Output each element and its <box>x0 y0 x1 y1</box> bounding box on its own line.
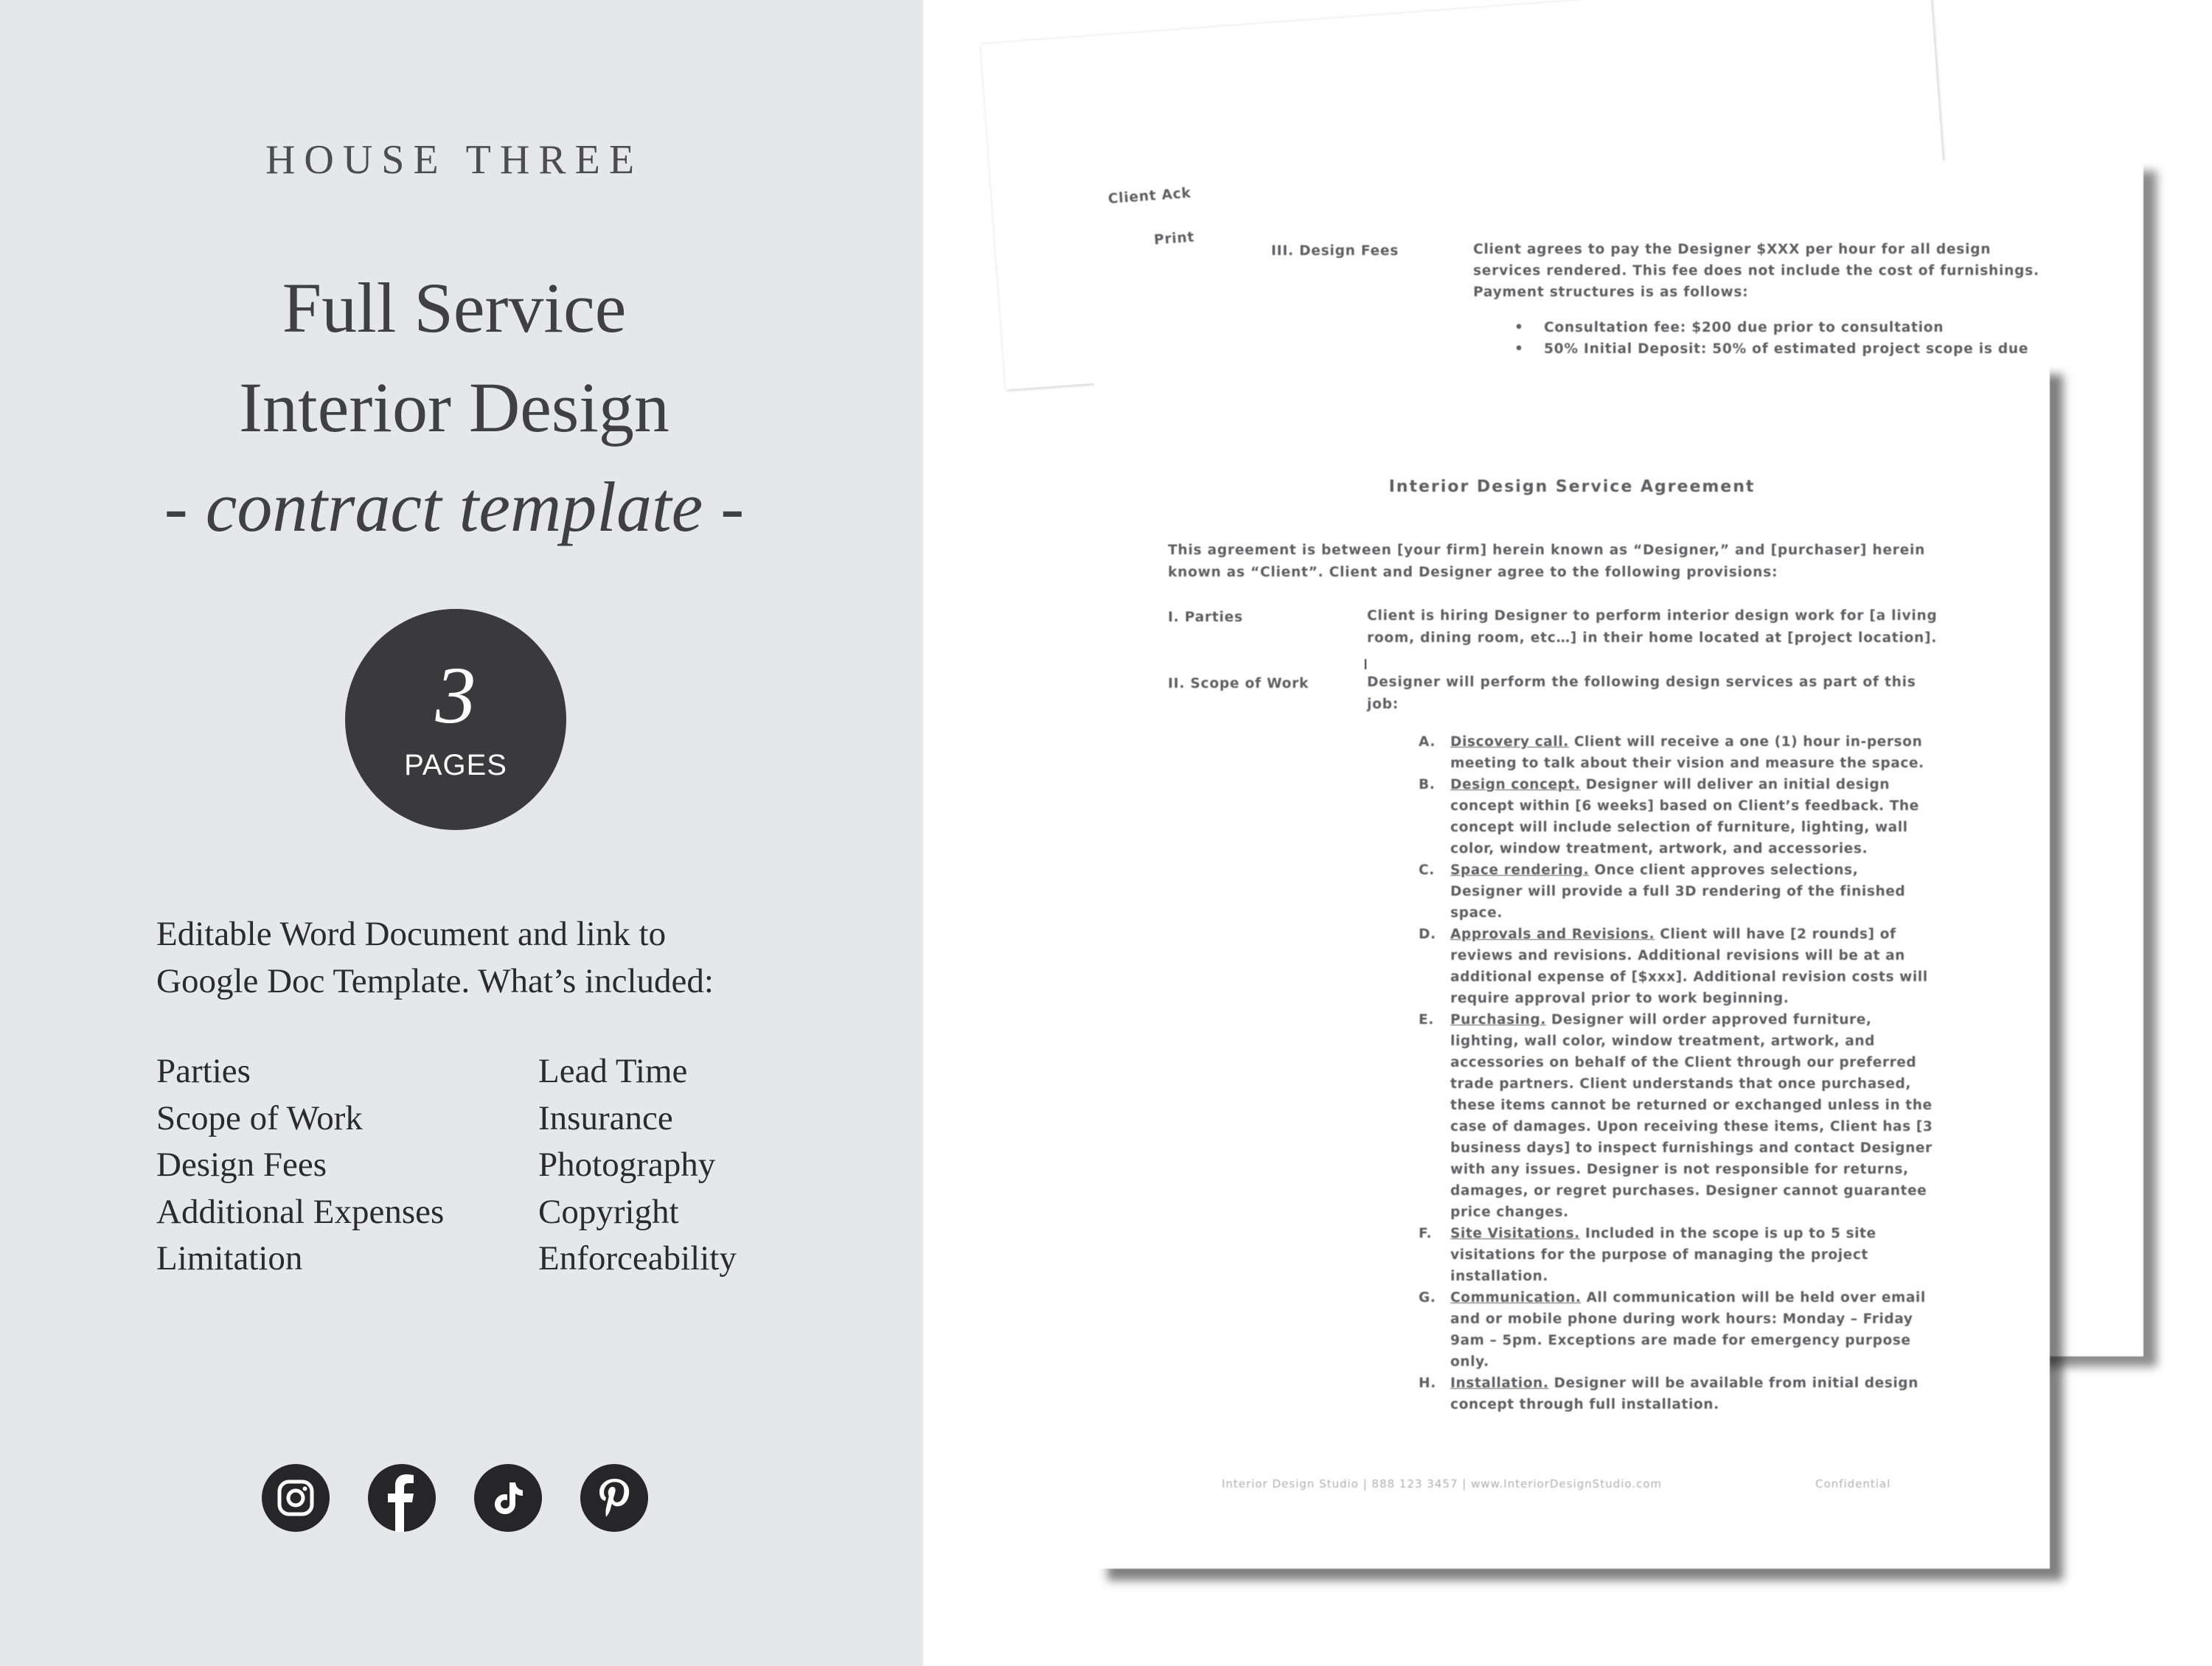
pages-number: 3 <box>435 650 476 740</box>
tiktok-glyph <box>488 1478 528 1518</box>
instagram-icon[interactable] <box>262 1464 330 1532</box>
scope-text: Client will receive a one (1) hour in-person meeting to talk about their vision and measure the space. <box>1450 734 1924 771</box>
pinterest-glyph <box>594 1476 635 1520</box>
scope-list <box>1419 731 1935 1415</box>
scope-text: All communication will be held over email and or mobile phone during work hours: Monday – Friday 9am – 5pm. Exceptions are made for emergency purpose only. <box>1450 1290 1926 1370</box>
instagram-glyph <box>275 1477 316 1519</box>
scope-letter: A. <box>1419 734 1436 750</box>
section-heading-parties: I. Parties <box>1168 610 1243 625</box>
included-item: Enforceability <box>538 1239 737 1278</box>
tiktok-icon[interactable] <box>474 1464 542 1532</box>
scope-text: Client will have [2 rounds] of reviews and revisions. Additional revisions will be at an additional expense of [$xxx]. Additional revision costs will require approval prior to work beginning. <box>1450 927 1928 1006</box>
scope-item <box>1419 1009 1935 1223</box>
scope-term: Communication. <box>1450 1290 1582 1306</box>
included-list-right <box>538 1048 892 1283</box>
scope-letter: C. <box>1419 862 1435 878</box>
scope-letter: E. <box>1419 1012 1434 1028</box>
included-item: Parties <box>156 1052 251 1090</box>
included-item: Copyright <box>538 1192 679 1231</box>
scope-letter: F. <box>1419 1226 1433 1241</box>
scope-letter: H. <box>1419 1376 1436 1391</box>
scope-text: Designer will be available from initial design concept through full installation. <box>1450 1376 1919 1412</box>
intro-line-2: Google Doc Template. What’s included: <box>156 962 714 1000</box>
facebook-glyph <box>380 1464 424 1532</box>
scope-text: Designer will order approved furniture, lighting, wall color, window treatment, artwork, and accessories on behalf of the Client through our preferred trade partners. Client understands that once purchased, these items cannot be returned or exchanged unless in the case of damages. Upon receiving these items, Client has [3 business days] to inspect furnishings and contact Designer with any issues. Designer is not responsible for returns, damages, or regret purchases. Designer cannot guarantee price changes. <box>1450 1012 1933 1220</box>
back-page-label: Client Ack <box>1107 185 1192 207</box>
back-page-label: Print <box>1153 229 1195 248</box>
scope-text: Once client approves selections, Designer will provide a full 3D rendering of the finished space. <box>1450 862 1906 921</box>
included-item: Limitation <box>156 1239 303 1278</box>
scope-item <box>1419 1287 1935 1373</box>
scope-term: Site Visitations. <box>1450 1226 1580 1241</box>
scope-term: Design concept. <box>1450 777 1581 792</box>
title-line-2: Interior Design <box>239 368 669 447</box>
scope-letter: D. <box>1419 927 1436 942</box>
front-page <box>1094 363 2050 1569</box>
intro-line: This agreement is between [your firm] herein known as “Designer,” and [purchaser] herein <box>1168 543 1926 558</box>
scope-text: Included in the scope is up to 5 site visitations for the purpose of managing the project installation. <box>1450 1226 1877 1284</box>
intro-line: known as “Client”. Client and Designer agree to the following provisions: <box>1168 565 1778 580</box>
included-item: Lead Time <box>538 1052 688 1090</box>
included-item: Insurance <box>538 1098 673 1137</box>
mid-page-bullet: • Consultation fee: $200 due prior to consultation <box>1514 320 1944 335</box>
document-footer-right: Confidential <box>1815 1477 1891 1491</box>
section-line: room, dining room, etc…] in their home located at [project location]. <box>1367 630 1938 646</box>
section-heading-scope: II. Scope of Work <box>1168 676 1310 691</box>
scope-item <box>1419 860 1935 924</box>
scope-term: Approvals and Revisions. <box>1450 927 1655 942</box>
document-title: Interior Design Service Agreement <box>1388 478 1756 496</box>
pages-label: PAGES <box>404 749 507 781</box>
social-icons <box>262 1464 660 1532</box>
included-item: Photography <box>538 1146 716 1184</box>
mid-page-bullet: • 50% Initial Deposit: 50% of estimated project scope is due <box>1514 341 2029 357</box>
mid-page-section-head: III. Design Fees <box>1271 243 1399 259</box>
scope-term: Space rendering. <box>1450 862 1590 878</box>
scope-item <box>1419 774 1935 860</box>
intro-line-1: Editable Word Document and link to <box>156 915 667 953</box>
scope-text: Designer will deliver an initial design concept within [6 weeks] based on Client’s feedback. The concept will include selection of furniture, lighting, wall color, window treatment, artwork, and accessories. <box>1450 777 1919 857</box>
brand-name: HOUSE THREE <box>265 137 644 183</box>
text-cursor <box>1365 659 1366 669</box>
included-list-left <box>156 1048 525 1283</box>
section-line: Client is hiring Designer to perform interior design work for [a living <box>1367 608 1938 624</box>
scope-item <box>1419 924 1935 1009</box>
mid-page-line: Payment structures is as follows: <box>1473 285 1749 300</box>
scope-letter: B. <box>1419 777 1436 792</box>
mid-page-line: services rendered. This fee does not include the cost of furnishings. <box>1473 263 2039 279</box>
scope-term: Purchasing. <box>1450 1012 1546 1028</box>
intro-text <box>156 910 864 1005</box>
mid-page-line: Client agrees to pay the Designer $XXX per hour for all design <box>1473 242 1992 257</box>
pinterest-icon[interactable] <box>580 1464 648 1532</box>
document-intro <box>1168 540 1950 584</box>
included-item: Additional Expenses <box>156 1192 445 1231</box>
document-footer-left: Interior Design Studio | 888 123 3457 | www.InteriorDesignStudio.com <box>1222 1477 1662 1491</box>
pages-badge <box>345 609 566 830</box>
section-body-parties <box>1367 605 1942 649</box>
mid-page-bullets <box>1514 317 2075 360</box>
left-panel <box>0 0 923 1666</box>
scope-letter: G. <box>1419 1290 1436 1306</box>
scope-item <box>1419 1373 1935 1415</box>
mid-page-bullet-text: 50% Initial Deposit: 50% of estimated project scope is due <box>1544 341 2029 357</box>
included-item: Scope of Work <box>156 1098 363 1137</box>
mid-page-bullet-text: Consultation fee: $200 due prior to consultation <box>1544 320 1944 335</box>
section-line: Designer will perform the following design services as part of this <box>1367 675 1916 690</box>
mid-page-body <box>1473 239 2063 303</box>
facebook-icon[interactable] <box>368 1464 436 1532</box>
section-line: job: <box>1367 697 1399 712</box>
scope-item <box>1419 731 1935 774</box>
scope-term: Installation. <box>1450 1376 1549 1391</box>
scope-term: Discovery call. <box>1450 734 1569 750</box>
included-item: Design Fees <box>156 1146 327 1184</box>
subtitle: - contract template - <box>164 467 745 546</box>
section-body-scope <box>1367 672 1942 716</box>
scope-item <box>1419 1223 1935 1287</box>
title-line-1: Full Service <box>282 268 627 347</box>
